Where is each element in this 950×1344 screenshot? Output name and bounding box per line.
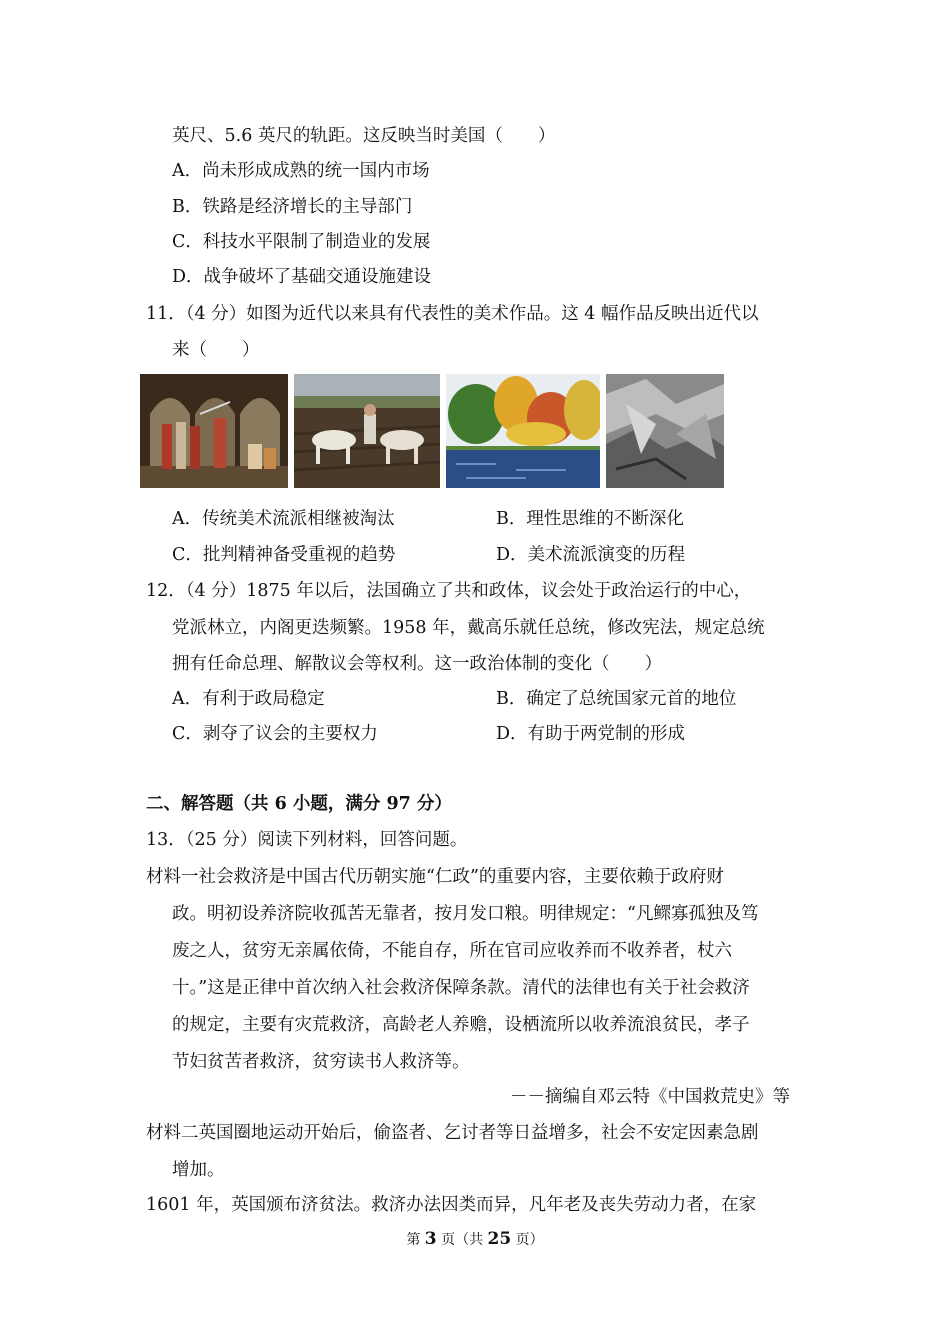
material1-line: 节妇贫苦者救济，贫穷读书人救济等。 [172, 1052, 470, 1072]
section-title: 二、解答题（共 6 小题，满分 97 分） [146, 794, 452, 814]
q11-stem-line2: 来（ ） [172, 340, 260, 360]
q10-option-d: D．战争破坏了基础交通设施建设 [172, 267, 432, 287]
realist-plowing-painting-image [294, 374, 440, 488]
q12-stem-line3: 拥有任命总理、解散议会等权利。这一政治体制的变化（ ） [172, 654, 662, 674]
q12-stem-line1: 12．（4 分）1875 年以后，法国确立了共和政体，议会处于政治运行的中心， [146, 581, 752, 601]
q10-option-a: A．尚未形成成熟的统一国内市场 [172, 161, 430, 181]
q11-option-c: C．批判精神备受重视的趋势 [172, 545, 396, 565]
neoclassical-painting-image [140, 374, 288, 488]
material3-line: 1601 年，英国颁布济贫法。救济办法因类而异，凡年老及丧失劳动力者，在家 [146, 1195, 757, 1215]
page-number: 3 [424, 1229, 437, 1249]
material1-line: 十。”这是正律中首次纳入社会救济保障条款。清代的法律也有关于社会救济 [172, 978, 750, 998]
q11-stem-line1: 11．（4 分）如图为近代以来具有代表性的美术作品。这 4 幅作品反映出近代以 [146, 304, 759, 324]
footer-prefix: 第 [406, 1232, 425, 1248]
page-total: 25 [487, 1229, 512, 1249]
q12-option-c: C．剥夺了议会的主要权力 [172, 724, 378, 744]
footer-middle: 页（共 [436, 1232, 488, 1248]
material1-line: 废之人，贫穷无亲属依倚，不能自存，所在官司应收养而不收养者，杖六 [172, 941, 732, 961]
q11-option-a: A．传统美术流派相继被淘汰 [172, 509, 395, 529]
q10-option-c: C．科技水平限制了制造业的发展 [172, 232, 431, 252]
q12-stem-line2: 党派林立，内阁更迭频繁。1958 年，戴高乐就任总统，修改宪法，规定总统 [172, 618, 765, 638]
q11-option-b: B．理性思维的不断深化 [496, 509, 684, 529]
q12-option-d: D．有助于两党制的形成 [496, 724, 686, 744]
material2-line: 增加。 [172, 1160, 225, 1180]
material1-line: 材料一社会救济是中国古代历朝实施“仁政”的重要内容，主要依赖于政府财 [146, 867, 724, 887]
impressionist-landscape-image [446, 374, 600, 488]
q10-option-b: B．铁路是经济增长的主导部门 [172, 197, 413, 217]
q12-option-b: B．确定了总统国家元首的地位 [496, 689, 737, 709]
q10-stem-tail: 英尺、5.6 英尺的轨距。这反映当时美国（ ） [172, 126, 556, 146]
material1-line: 政。明初设养济院收孤苦无靠者，按月发口粮。明律规定：“凡鳏寡孤独及笃 [172, 904, 759, 924]
q12-option-a: A．有利于政局稳定 [172, 689, 325, 709]
q13-stem: 13．（25 分）阅读下列材料，回答问题。 [146, 830, 468, 850]
footer-suffix: 页） [511, 1232, 544, 1248]
material1-source: －－摘编自邓云特《中国救荒史》等 [510, 1087, 790, 1107]
abstract-painting-image [606, 374, 724, 488]
material1-line: 的规定，主要有灾荒救济，高龄老人养赡，设栖流所以收养流浪贫民，孝子 [172, 1015, 750, 1035]
q11-option-d: D．美术流派演变的历程 [496, 545, 686, 565]
material2-line: 材料二英国圈地运动开始后，偷盗者、乞讨者等日益增多，社会不安定因素急剧 [146, 1123, 759, 1143]
page-footer [0, 1229, 950, 1249]
